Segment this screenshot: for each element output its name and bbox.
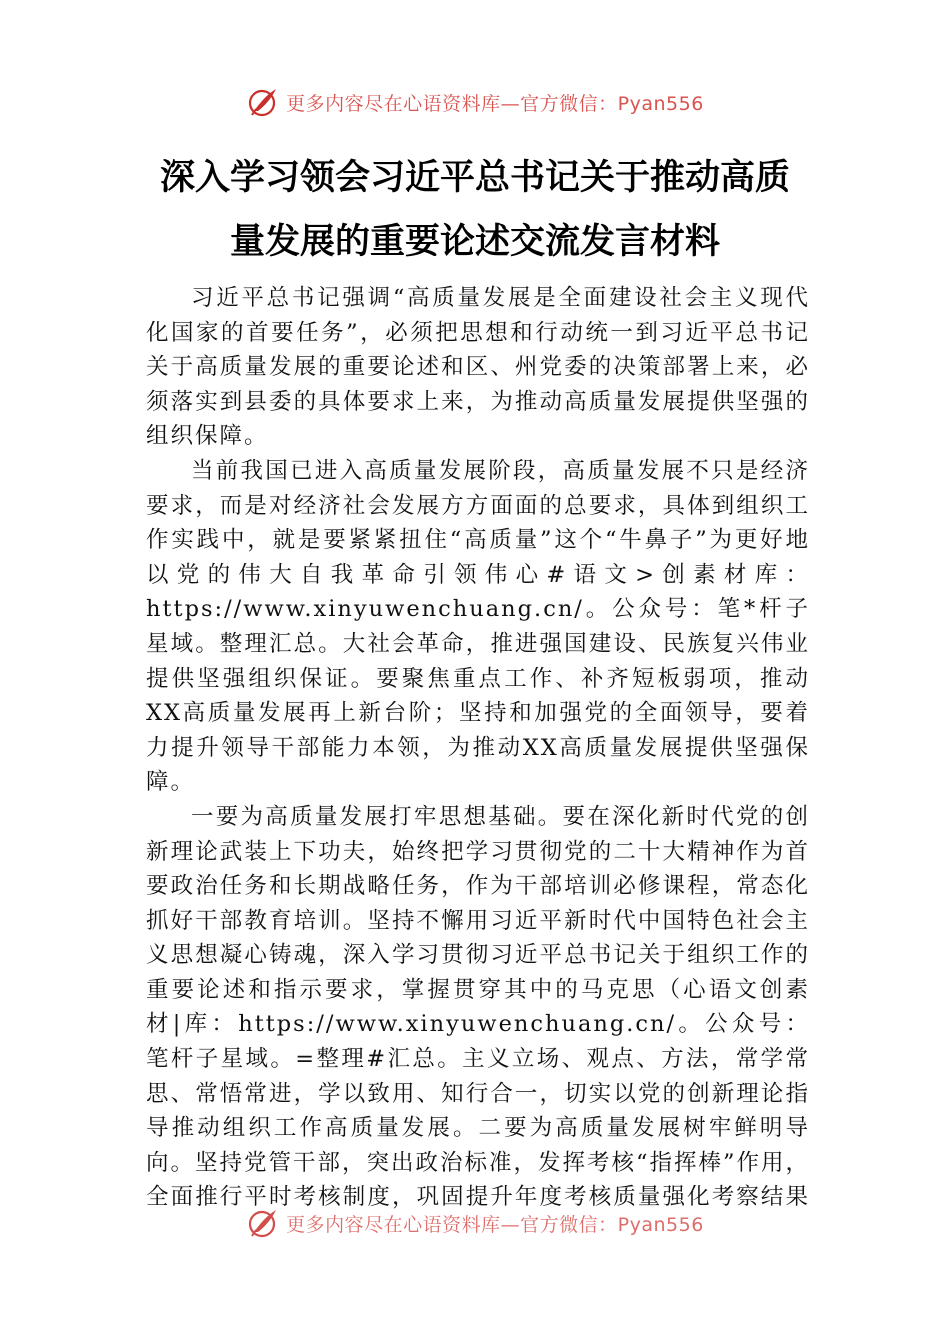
- document-body: [146, 281, 810, 1215]
- quill-logo-icon: [246, 1206, 280, 1240]
- footer-wechat-id: Pyan556: [617, 1213, 704, 1236]
- footer-banner: [0, 1203, 950, 1243]
- header-wechat-id: Pyan556: [617, 92, 704, 115]
- title-line-1: 深入学习领会习近平总书记关于推动高质: [159, 157, 790, 198]
- paragraph-1: 习近平总书记强调“高质量发展是全面建设社会主义现代化国家的首要任务”，必须把思想和行动统一到习近平总书记关于高质量发展的重要论述和区、州党委的决策部署上来，必须落实到县委的具体要求上来，为推动高质量发展提供坚强的组织保障。: [146, 285, 810, 450]
- header-banner-cn: 更多内容尽在心语资料库—官方微信：: [286, 92, 618, 115]
- paragraph-3: 一要为高质量发展打牢思想基础。要在深化新时代党的创新理论武装上下功夫，始终把学习贯彻党的二十大精神作为首要政治任务和长期战略任务，作为干部培训必修课程，常态化抓好干部教育培训。坚持不懈用习近平新时代中国特色社会主义思想凝心铸魂，深入学习贯彻习近平总书记关于组织工作的重要论述和指示要求，掌握贯穿其中的马克思（心语文创素材|库：https://www.xinyuwenchuang.cn/。公众号：笔杆子星域。=整理#汇总。主义立场、观点、方法，常学常思、常悟常进，学以致用、知行合一，切实以党的创新理论指导推动组织工作高质量发展。二要为高质量发展树牢鲜明导向。坚持党管干部，突出政治标准，发挥考核“指挥棒”作用，全面推行平时考核制度，巩固提升年度考核质量强化考察结果: [146, 803, 811, 1211]
- footer-banner-cn: 更多内容尽在心语资料库—官方微信：: [286, 1213, 618, 1236]
- title-line-2: 量发展的重要论述交流发言材料: [229, 221, 720, 262]
- paragraph-2: 当前我国已进入高质量发展阶段，高质量发展不只是经济要求，而是对经济社会发展方方面面的总要求，具体到组织工作实践中，就是要紧紧扭住“高质量”这个“牛鼻子”为更好地以党的伟大自我革命引领伟心#语文>创素材库：https://www.xinyuwenchuang.cn/。公众号：笔*杆子星域。整理汇总。大社会革命，推进强国建设、民族复兴伟业提供坚强组织保证。要聚焦重点工作、补齐短板弱项，推动XX高质量发展再上新台阶；坚持和加强党的全面领导，要着力提升领导干部能力本领，为推动XX高质量发展提供坚强保障。: [146, 457, 810, 796]
- footer-banner-text: [286, 1210, 704, 1237]
